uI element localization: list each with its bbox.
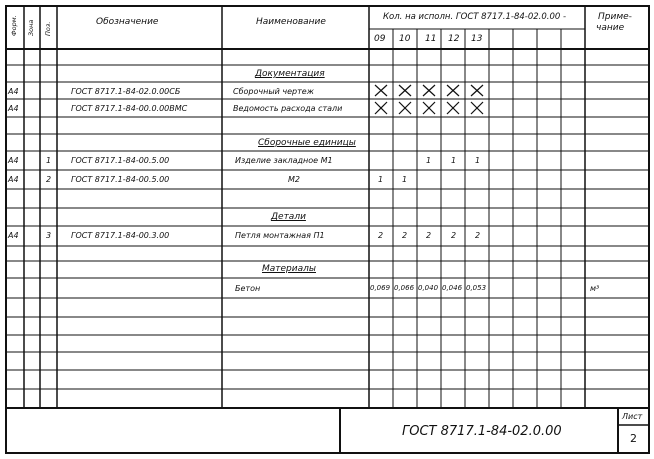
row-format: А4 (8, 87, 19, 96)
header-zone: Зона (27, 19, 35, 36)
row-designation: ГОСТ 8717.1-84-00.5.00 (71, 175, 170, 184)
qty-cell: 1 (475, 156, 481, 165)
row-name: Петля монтажная П1 (235, 231, 325, 240)
header-position: Поз. (44, 21, 52, 36)
sheet-label: Лист (622, 412, 643, 421)
variant-12: 12 (448, 34, 460, 44)
row-name: Изделие закладное М1 (235, 156, 333, 165)
variant-09: 09 (374, 34, 386, 44)
variant-13: 13 (471, 34, 483, 44)
section-documentation: Документация (255, 69, 325, 79)
row-name: Сборочный чертеж (233, 87, 314, 96)
variant-11: 11 (425, 34, 437, 44)
header-note-1: Приме- (598, 12, 632, 22)
qty-cell: 2 (451, 231, 457, 240)
row-format: А4 (8, 175, 19, 184)
qty-cell: 1 (378, 175, 384, 184)
row-designation: ГОСТ 8717.1-84-02.0.00СБ (71, 87, 181, 96)
header-quantity: Кол. на исполн. ГОСТ 8717.1-84-02.0.00 - (383, 12, 567, 22)
header-designation: Обозначение (96, 17, 159, 27)
section-assembly-units: Сборочные единицы (258, 138, 356, 148)
qty-cell: 2 (378, 231, 384, 240)
row-position: 1 (46, 156, 52, 165)
qty-cell: 1 (426, 156, 432, 165)
qty-cell: 1 (402, 175, 408, 184)
row-format: А4 (8, 231, 19, 240)
row-designation: ГОСТ 8717.1-84-00.3.00 (71, 231, 170, 240)
row-format: А4 (8, 156, 19, 165)
qty-cell: 0,046 (442, 284, 463, 292)
qty-cell: 2 (402, 231, 408, 240)
row-name: М2 (288, 175, 300, 184)
qty-cell: 0,040 (418, 284, 439, 292)
row-designation: ГОСТ 8717.1-84-00.0.00ВМС (71, 104, 188, 113)
qty-cell: 0,069 (370, 284, 391, 292)
header-format: Форм. (10, 15, 18, 36)
qty-cell: 2 (475, 231, 481, 240)
qty-cell: 2 (426, 231, 432, 240)
variant-10: 10 (399, 34, 411, 44)
qty-cell: 0,066 (394, 284, 415, 292)
sheet-number: 2 (630, 432, 637, 445)
header-note-2: чание (596, 23, 625, 33)
row-format: А4 (8, 104, 19, 113)
row-designation: ГОСТ 8717.1-84-00.5.00 (71, 156, 170, 165)
section-materials: Материалы (262, 264, 316, 274)
qty-cell: 1 (451, 156, 457, 165)
section-details: Детали (271, 212, 306, 222)
row-name: Бетон (235, 284, 261, 293)
row-note: м³ (590, 284, 600, 293)
qty-cell: 0,053 (466, 284, 487, 292)
row-name: Ведомость расхода стали (233, 104, 343, 113)
header-name: Наименование (256, 17, 326, 27)
row-position: 3 (46, 231, 52, 240)
row-position: 2 (46, 175, 52, 184)
document-code: ГОСТ 8717.1-84-02.0.00 (402, 424, 562, 439)
